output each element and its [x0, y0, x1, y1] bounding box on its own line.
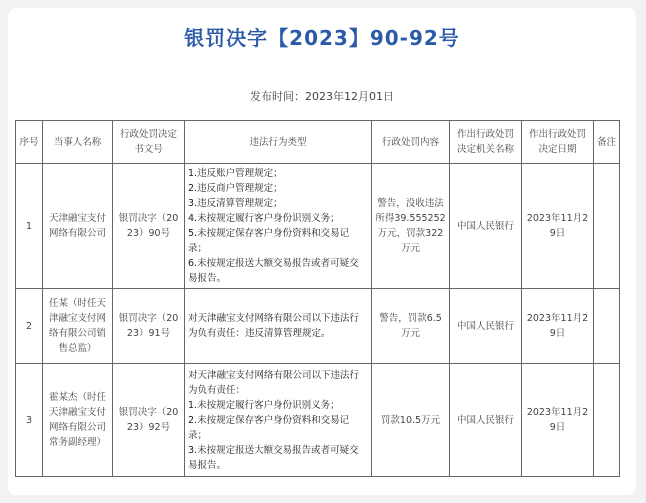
row-violations: [185, 164, 372, 289]
row-no: 3: [16, 364, 43, 477]
violation-line: 2.未按规定保存客户身份资料和交易记录；: [188, 414, 350, 441]
table-header-row: [16, 121, 620, 164]
violation-line: 6.未按规定报送大额交易报告或者可疑交易报告。: [188, 258, 359, 284]
row-date: 2023年11月29日: [522, 289, 594, 364]
row-remark: [594, 164, 620, 289]
header-date: 作出行政处罚决定日期: [522, 121, 594, 164]
table-row: [16, 289, 620, 364]
row-authority: 中国人民银行: [450, 164, 522, 289]
row-doc-number: 银罚决字（2023）92号: [113, 364, 185, 477]
publish-date: 发布时间：2023年12月01日: [250, 90, 394, 103]
row-penalty: 罚款10.5万元: [372, 364, 450, 477]
table-row: [16, 364, 620, 477]
header-remark: 备注: [594, 121, 620, 164]
row-violations: [185, 289, 372, 364]
violation-line: 对天津融宝支付网络有限公司以下违法行为负有责任：违反清算管理规定。: [188, 313, 360, 339]
row-remark: [594, 364, 620, 477]
violation-line: 3.违反清算管理规定；: [188, 198, 283, 209]
header-penalty: 行政处罚内容: [372, 121, 450, 164]
row-authority: 中国人民银行: [450, 364, 522, 477]
violation-line: 1.未按规定履行客户身份识别义务；: [188, 399, 340, 411]
row-penalty: 警告，罚款6.5万元: [372, 289, 450, 364]
row-remark: [594, 289, 620, 364]
violation-line: 对天津融宝支付网络有限公司以下违法行为负有责任：: [188, 369, 360, 396]
header-doc-number: 行政处罚决定书文号: [113, 121, 185, 164]
violation-line: 4.未按规定履行客户身份识别义务；: [188, 213, 340, 224]
row-party: 天津融宝支付网络有限公司: [43, 164, 113, 289]
row-no: 2: [16, 289, 43, 364]
violation-line: 1.违反账户管理规定；: [188, 168, 283, 179]
row-violations: [185, 364, 372, 477]
header-authority: 作出行政处罚决定机关名称: [450, 121, 522, 164]
row-penalty: 警告，没收违法所得39.555252万元，罚款322万元: [372, 164, 450, 289]
violation-line: 2.违反商户管理规定；: [188, 183, 283, 194]
violation-line: 3.未按规定报送大额交易报告或者可疑交易报告。: [188, 444, 359, 471]
penalty-table: [15, 120, 620, 477]
header-violation-type: 违法行为类型: [185, 121, 372, 164]
row-no: 1: [16, 164, 43, 289]
table-row: [16, 164, 620, 289]
row-authority: 中国人民银行: [450, 289, 522, 364]
header-no: 序号: [16, 121, 43, 164]
row-doc-number: 银罚决字（2023）90号: [113, 164, 185, 289]
row-date: 2023年11月29日: [522, 364, 594, 477]
header-party: 当事人名称: [43, 121, 113, 164]
row-doc-number: 银罚决字（2023）91号: [113, 289, 185, 364]
row-date: 2023年11月29日: [522, 164, 594, 289]
row-party: 霍某杰（时任天津融宝支付网络有限公司常务副经理）: [43, 364, 113, 477]
violation-line: 5.未按规定保存客户身份资料和交易记录；: [188, 228, 350, 254]
document-title: 银罚决字【2023】90-92号: [184, 26, 460, 50]
row-party: 任某（时任天津融宝支付网络有限公司销售总监）: [43, 289, 113, 364]
